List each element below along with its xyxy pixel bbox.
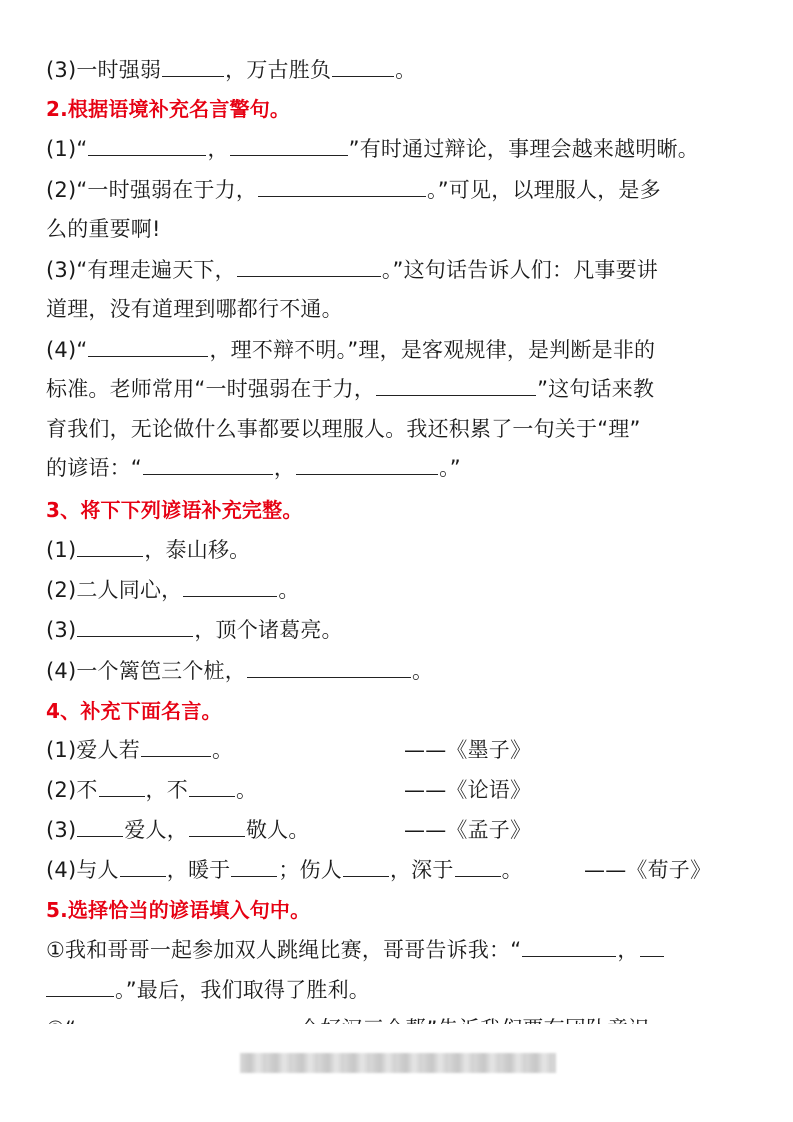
item-text: ①我和哥哥一起参加双人跳绳比赛，哥哥告诉我：“	[46, 938, 522, 962]
item-text: (2)不	[46, 778, 98, 802]
answer-blank[interactable]	[189, 776, 235, 797]
item-5-1	[46, 936, 665, 964]
answer-blank[interactable]	[143, 454, 273, 475]
item-text: (1)爱人若	[46, 738, 140, 762]
item-text: 敬人。	[245, 818, 310, 842]
item-text: (3)“有理走遍天下，	[46, 258, 236, 282]
item-text: ；伤人	[278, 858, 342, 882]
answer-blank[interactable]	[640, 936, 664, 957]
item-2-4-cont	[46, 375, 654, 403]
answer-blank[interactable]	[189, 816, 245, 837]
answer-blank[interactable]	[77, 816, 123, 837]
item-4-4	[46, 856, 523, 884]
item-5-1-cont	[46, 976, 370, 1004]
item-2-2-cont: 么的重要啊!	[46, 217, 161, 241]
section-4-heading: 4、补充下面名言。	[46, 699, 222, 723]
item-2-1	[46, 135, 699, 163]
item-2-3	[46, 256, 658, 284]
item-text: 。	[395, 58, 417, 82]
answer-blank[interactable]	[247, 657, 411, 678]
item-text: ，理不辩不明。”理，是客观规律，是判断是非的	[209, 338, 656, 362]
item-2-4	[46, 336, 655, 364]
section-3-heading: 3、将下下列谚语补充完整。	[46, 498, 303, 522]
item-text: ，深于	[389, 858, 454, 882]
item-2-4-cont2: 育我们，无论做什么事都要以理服人。我还积累了一句关于“理”	[46, 417, 641, 441]
answer-blank[interactable]	[88, 336, 208, 357]
answer-blank[interactable]	[162, 56, 224, 77]
item-3-2	[46, 576, 300, 604]
answer-blank[interactable]	[237, 256, 381, 277]
item-1-3	[46, 56, 416, 84]
item-4-3	[46, 816, 310, 844]
item-4-1	[46, 736, 233, 764]
item-3-1	[46, 536, 250, 564]
item-text: (3)	[46, 618, 77, 642]
item-text: 的谚语：“	[46, 456, 142, 480]
answer-blank[interactable]	[46, 976, 114, 997]
item-2-2	[46, 176, 661, 204]
answer-blank[interactable]	[141, 736, 211, 757]
item-text: (4)一个篱笆三个桩，	[46, 659, 246, 683]
answer-blank[interactable]	[230, 135, 348, 156]
answer-blank[interactable]	[99, 776, 145, 797]
answer-blank[interactable]	[77, 616, 193, 637]
page-cutoff	[0, 1024, 793, 1122]
item-text: 。	[501, 858, 523, 882]
item-text: (1)	[46, 538, 77, 562]
answer-blank[interactable]	[258, 176, 426, 197]
answer-blank[interactable]	[231, 856, 277, 877]
section-5-heading: 5.选择恰当的谚语填入句中。	[46, 898, 311, 922]
item-text: (2)二人同心，	[46, 578, 183, 602]
answer-blank[interactable]	[522, 936, 616, 957]
item-text: ，	[273, 456, 296, 480]
item-text: ，泰山移。	[144, 538, 251, 562]
item-text: 。”这句话告诉人们：凡事要讲	[381, 258, 659, 282]
source-mozi: ——《墨子》	[404, 738, 532, 762]
item-text: 。	[411, 659, 434, 683]
blurred-watermark	[240, 1053, 556, 1073]
answer-blank[interactable]	[120, 856, 166, 877]
section-2-heading: 2.根据语境补充名言警句。	[46, 97, 291, 121]
source-mengzi: ——《孟子》	[404, 818, 532, 842]
item-text: 爱人，	[124, 818, 188, 842]
item-text: 。	[211, 738, 234, 762]
item-2-3-cont: 道理，没有道理到哪都行不通。	[46, 297, 343, 321]
item-text: ，	[617, 938, 639, 962]
item-text: (3)一时强弱	[46, 58, 162, 82]
item-text: 。”	[439, 456, 461, 480]
item-text: 。	[278, 578, 300, 602]
item-text: (3)	[46, 818, 77, 842]
item-text: (4)与人	[46, 858, 119, 882]
item-text: ，暖于	[166, 858, 231, 882]
item-text: (4)“	[46, 338, 88, 362]
item-text: 。”可见，以理服人，是多	[427, 178, 661, 202]
answer-blank[interactable]	[343, 856, 389, 877]
item-text: 。”最后，我们取得了胜利。	[115, 978, 370, 1002]
item-text: ，万古胜负	[225, 58, 332, 82]
source-xunzi: ——《荀子》	[584, 858, 712, 882]
answer-blank[interactable]	[183, 576, 277, 597]
source-lunyu: ——《论语》	[404, 778, 532, 802]
item-text: ”这句话来教	[537, 377, 655, 401]
item-4-2	[46, 776, 257, 804]
answer-blank[interactable]	[376, 375, 536, 396]
answer-blank[interactable]	[77, 536, 143, 557]
item-text: (1)“	[46, 137, 88, 161]
item-text: (2)“一时强弱在于力，	[46, 178, 258, 202]
answer-blank[interactable]	[455, 856, 501, 877]
item-2-4-cont3	[46, 454, 461, 482]
item-text: ，顶个诸葛亮。	[194, 618, 343, 642]
item-3-4	[46, 657, 433, 685]
answer-blank[interactable]	[332, 56, 394, 77]
item-text: ，	[207, 137, 229, 161]
item-3-3	[46, 616, 343, 644]
item-text: 。	[235, 778, 258, 802]
item-text: ”有时通过辩论，事理会越来越明晰。	[348, 137, 699, 161]
item-text: 标准。老师常用“一时强弱在于力，	[46, 377, 376, 401]
item-text: ，不	[145, 778, 188, 802]
answer-blank[interactable]	[296, 454, 438, 475]
answer-blank[interactable]	[88, 135, 206, 156]
